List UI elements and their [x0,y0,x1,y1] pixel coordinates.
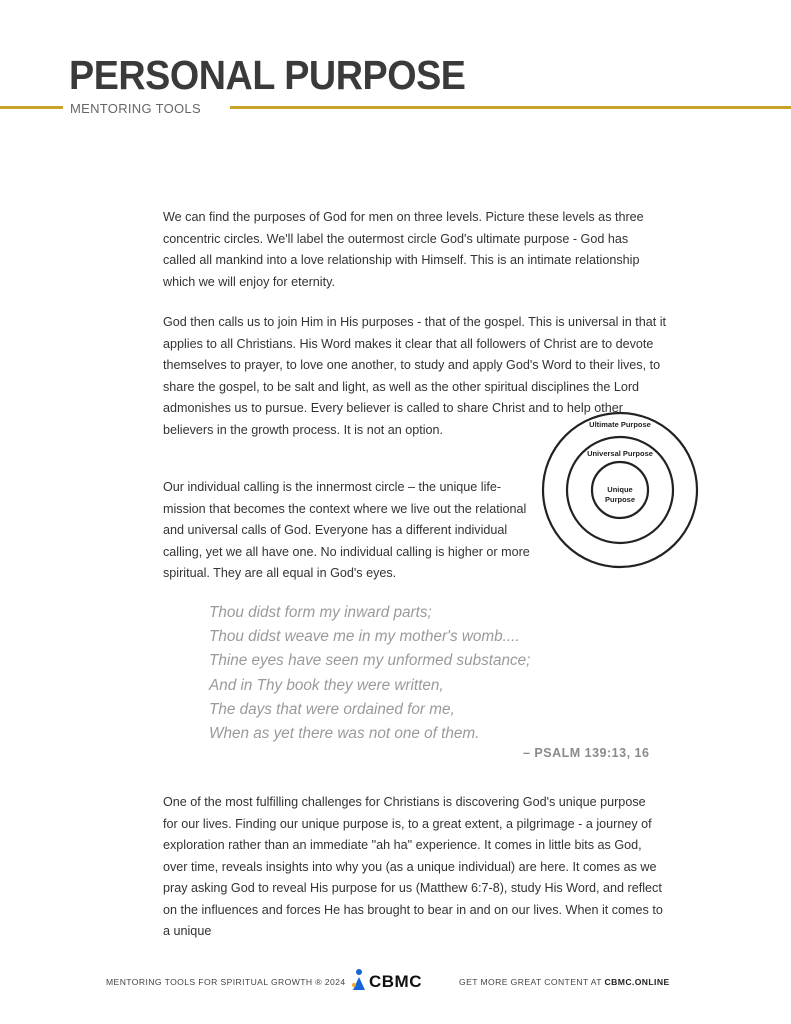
footer-copyright: MENTORING TOOLS FOR SPIRITUAL GROWTH ® 2024 [106,977,346,987]
quote-line: Thou didst weave me in my mother's womb.... [209,628,520,646]
footer-link[interactable]: CBMC.ONLINE [604,977,670,987]
logo-mark-dot [352,983,356,987]
footer-cta-text: GET MORE GREAT CONTENT AT [459,977,605,987]
logo-text: CBMC [369,972,422,991]
ultimate-purpose-label: Ultimate Purpose [589,420,651,429]
paragraph-levels: We can find the purposes of God for men on three levels. Picture these levels as three concentric circles. We'll label the outermost circle God's ultimate purpose - God has called all mankind into a love relationship with Himself. This is an intimate relationship which we will enjoy for eternity. [163,210,644,289]
scripture-quote [209,601,530,746]
quote-line: When as yet there was not one of them. [209,725,480,743]
quote-line: Thou didst form my inward parts; [209,604,432,621]
quote-line: And in Thy book they were written, [209,676,444,694]
paragraph-discovering-purpose: One of the most fulfilling challenges for Christians is discovering God's unique purpose for our lives. Finding our unique purpose is, to a great extent, a pilgrimage - a journey of exploration rather than an immediate "ah ha" experience. It comes in little bits as God, over time, reveals insights into why you (as a unique individual) are here. It comes as we pray asking God to reveal His purpose for us (Matthew 6:7-8), study His Word, and reflect on the influences and forces He has brought to bear in and on our lives. When it comes to a unique [163,795,663,938]
footer-cta [459,977,670,987]
paragraph-individual-calling: Our individual calling is the innermost circle – the unique life-mission that becomes the context where we live out the relational and universal calls of God. Everyone has a different individual calling, yet we all have one. No individual calling is higher or more spiritual. They are all equal in God's eyes. [163,480,530,580]
page-title: PERSONAL PURPOSE [69,52,466,98]
header-rule-left [0,106,63,109]
header-rule-right [230,106,791,109]
unique-purpose-label-line1: Unique [607,485,633,494]
scripture-citation: – PSALM 139:13, 16 [523,746,650,760]
quote-line: Thine eyes have seen my unformed substance; [209,652,531,670]
unique-purpose-label-line2: Purpose [604,495,636,504]
quote-line: The days that were ordained for me, [209,700,455,718]
logo-mark-head [356,969,362,975]
concentric-circles-diagram [540,410,700,570]
page-subtitle: MENTORING TOOLS [70,101,201,116]
paragraph-universal-purpose: God then calls us to join Him in His purposes - that of the gospel. This is universal in that it applies to all Christians. His Word makes it clear that all followers of Christ are to devote themselves to prayer, to love one another, to study and apply God's Word to their lives, to share the gospel, to be salt and light, as well as the other spiritual disciplines the Lord admonishes us to pursue. Every believer is called to share Christ and to help other believers in the growth process. It is not an option. [163,315,667,437]
cbmc-logo[interactable] [350,968,442,992]
universal-purpose-label: Universal Purpose [587,449,653,458]
